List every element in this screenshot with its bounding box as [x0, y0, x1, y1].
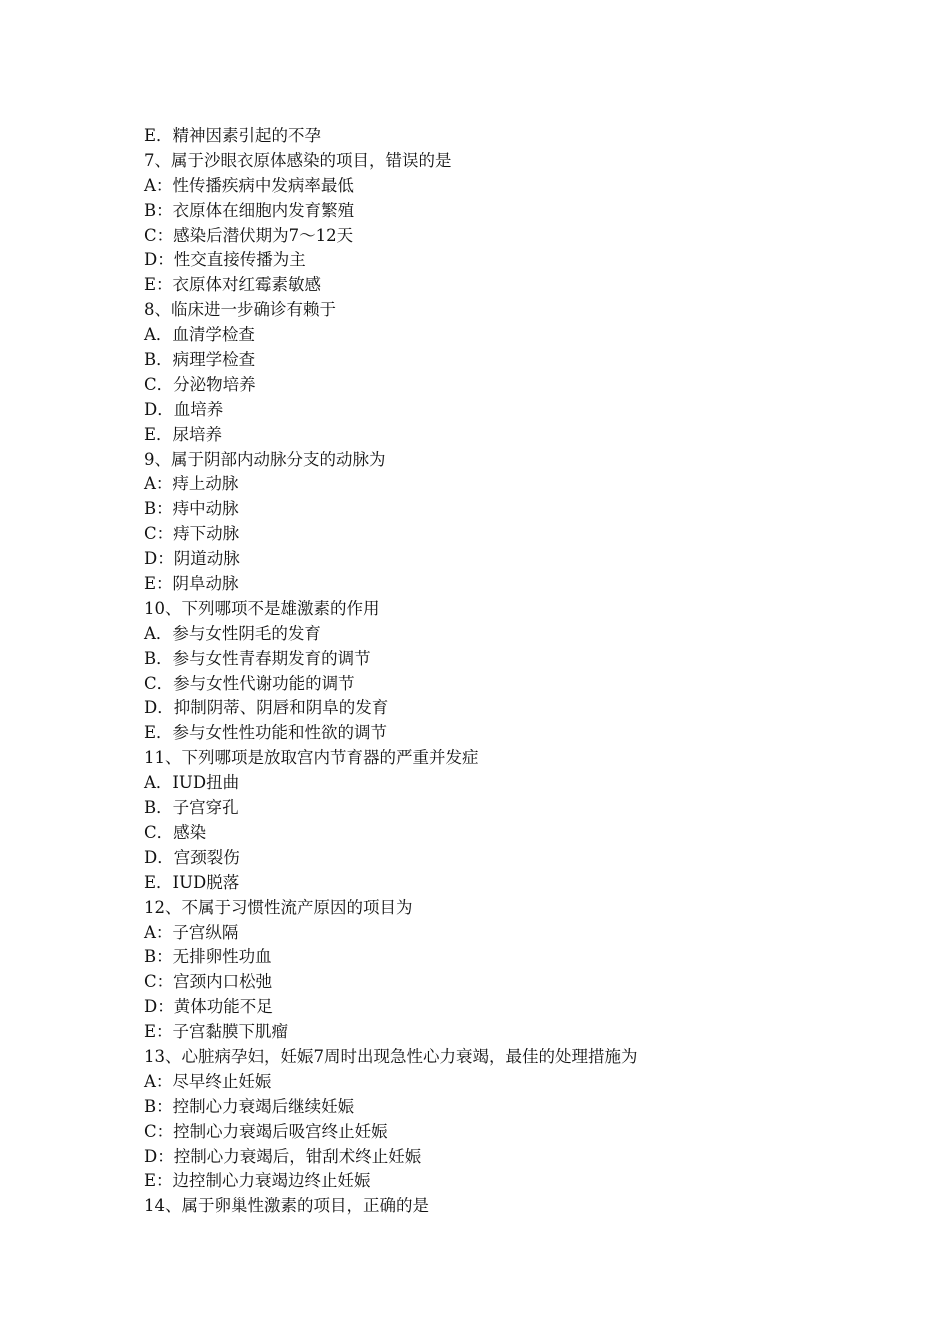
answer-option: E：衣原体对红霉素敏感 — [144, 275, 322, 295]
document-body — [144, 124, 844, 1219]
answer-option: A：子宫纵隔 — [144, 922, 239, 942]
question-stem: 8、临床进一步确诊有赖于 — [144, 300, 336, 320]
question-stem: 12、不属于习惯性流产原因的项目为 — [144, 897, 413, 917]
answer-option: D．抑制阴蒂、阴唇和阴阜的发育 — [144, 698, 389, 718]
answer-option: B．病理学检查 — [144, 350, 256, 370]
answer-option: A：尽早终止妊娠 — [144, 1071, 272, 1091]
answer-option: E．IUD脱落 — [144, 872, 240, 892]
question-stem: 7、属于沙眼衣原体感染的项目，错误的是 — [144, 150, 452, 170]
answer-option: E：子宫黏膜下肌瘤 — [144, 1022, 289, 1042]
answer-option: E．参与女性性功能和性欲的调节 — [144, 723, 388, 743]
answer-option: D．血培养 — [144, 399, 224, 419]
answer-option: B：痔中动脉 — [144, 499, 239, 519]
question-stem: 13、心脏病孕妇，妊娠7周时出现急性心力衰竭，最佳的处理措施为 — [144, 1046, 638, 1066]
answer-option: D：控制心力衰竭后，钳刮术终止妊娠 — [144, 1146, 422, 1166]
answer-option: B．子宫穿孔 — [144, 798, 239, 818]
answer-option: E：阴阜动脉 — [144, 574, 239, 594]
answer-option: B．参与女性青春期发育的调节 — [144, 648, 371, 668]
answer-option: A：性传播疾病中发病率最低 — [144, 175, 354, 195]
answer-option: B：衣原体在细胞内发育繁殖 — [144, 200, 355, 220]
answer-option: C．分泌物培养 — [144, 374, 256, 394]
answer-option: C：感染后潜伏期为7～12天 — [144, 225, 354, 245]
answer-option: D：黄体功能不足 — [144, 997, 273, 1017]
answer-option: D．宫颈裂伤 — [144, 847, 240, 867]
answer-option: A：痔上动脉 — [144, 474, 239, 494]
answer-option: B：控制心力衰竭后继续妊娠 — [144, 1096, 355, 1116]
answer-option: C：宫颈内口松弛 — [144, 972, 273, 992]
answer-option: C．参与女性代谢功能的调节 — [144, 673, 355, 693]
answer-option: C．感染 — [144, 822, 207, 842]
question-stem: 11、下列哪项是放取宫内节育器的严重并发症 — [144, 748, 479, 768]
answer-option: E．尿培养 — [144, 424, 223, 444]
answer-option: C：痔下动脉 — [144, 524, 240, 544]
answer-option: E：边控制心力衰竭边终止妊娠 — [144, 1171, 371, 1191]
question-stem: 10、下列哪项不是雄激素的作用 — [144, 598, 380, 618]
answer-option: C：控制心力衰竭后吸宫终止妊娠 — [144, 1121, 388, 1141]
answer-option: A．IUD扭曲 — [144, 773, 240, 793]
answer-option: A．参与女性阴毛的发育 — [144, 623, 321, 643]
question-stem: 14、属于卵巢性激素的项目，正确的是 — [144, 1196, 429, 1216]
answer-option: B：无排卵性功血 — [144, 947, 272, 967]
answer-option: E．精神因素引起的不孕 — [144, 126, 322, 145]
answer-option: A．血清学检查 — [144, 325, 255, 345]
question-stem: 9、属于阴部内动脉分支的动脉为 — [144, 449, 386, 469]
answer-option: D：阴道动脉 — [144, 549, 240, 569]
answer-option: D：性交直接传播为主 — [144, 250, 306, 270]
